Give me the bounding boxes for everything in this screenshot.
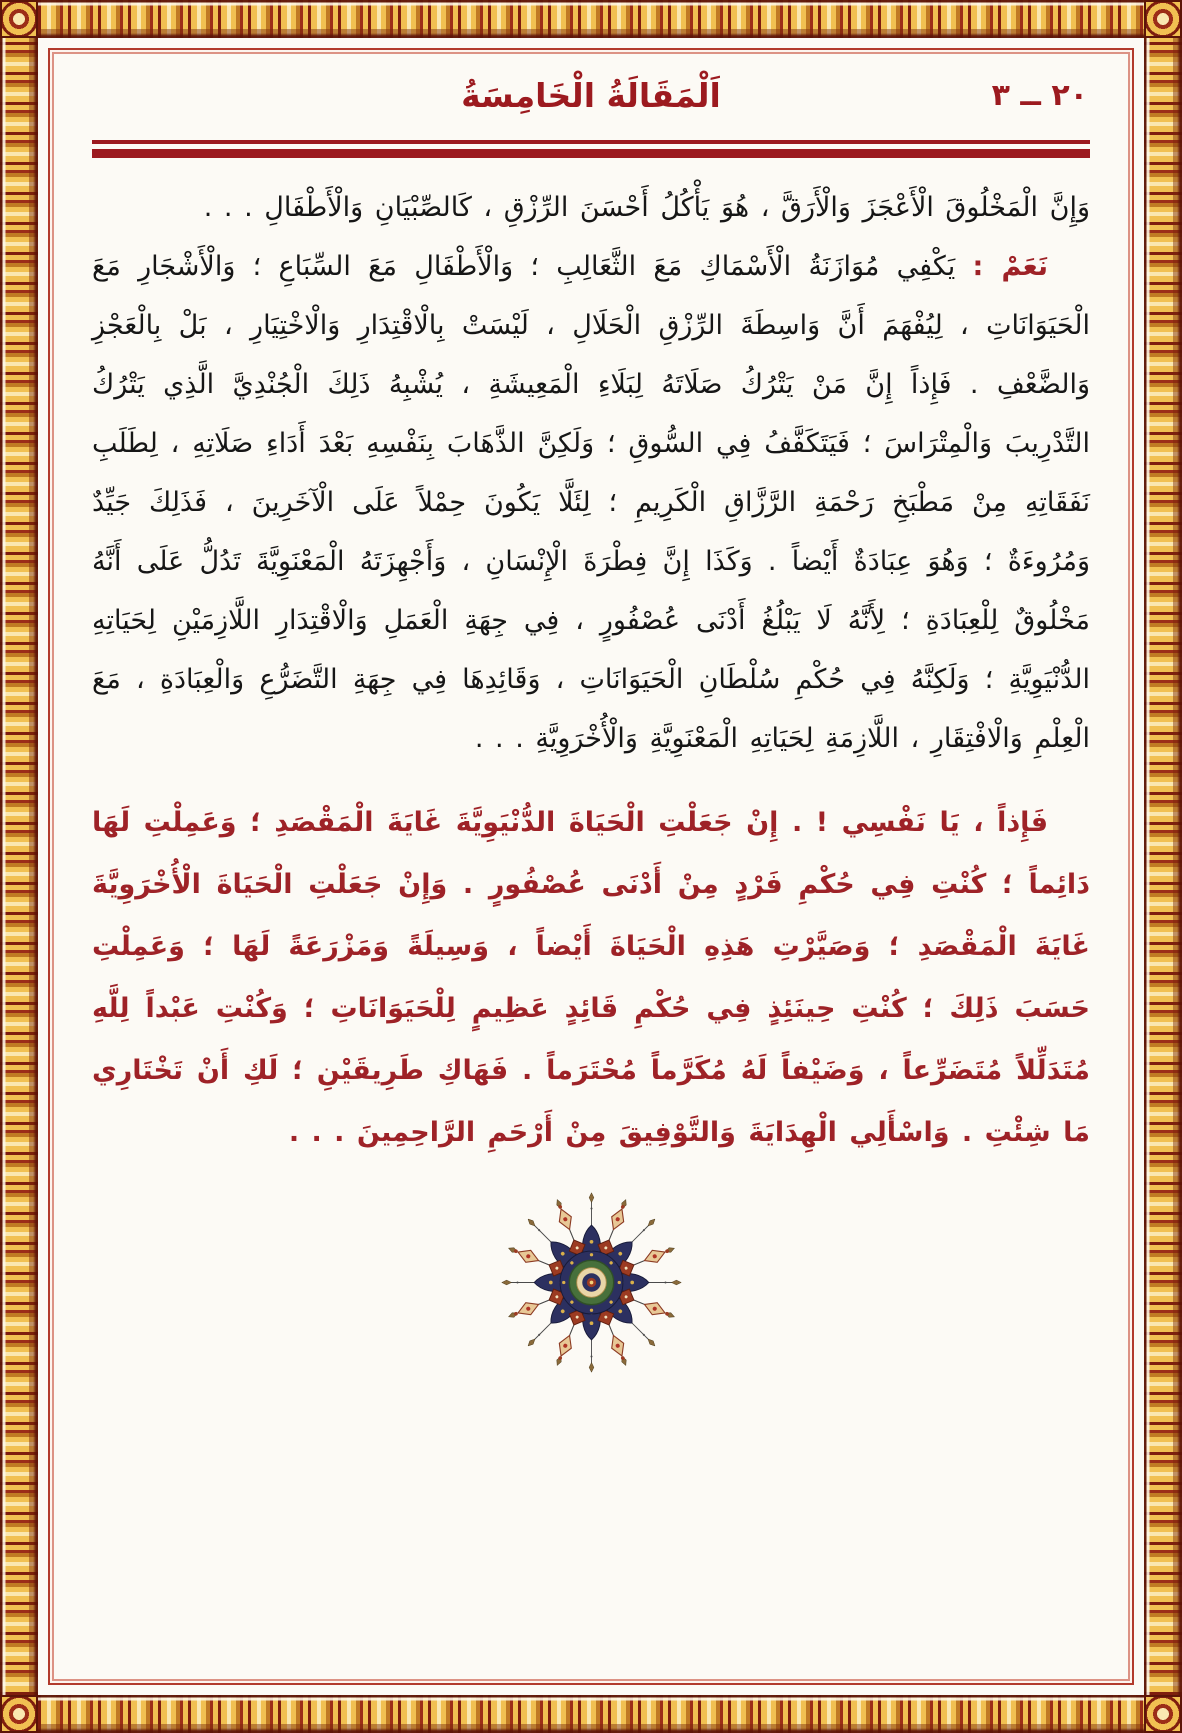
paragraph-main xyxy=(92,237,1090,768)
header-divider-rule xyxy=(92,140,1090,158)
ornament-container xyxy=(92,1190,1090,1379)
border-corner-medallion xyxy=(0,0,38,38)
border-corner-medallion xyxy=(0,1695,38,1733)
border-braid-top xyxy=(38,0,1144,38)
paragraph-intro: وَإِنَّ الْمَخْلُوقَ الْأَعْجَزَ وَالْأَرَقَّ ، هُوَ يَأْكُلُ أَحْسَنَ الرِّزْقِ ، كَالصِّبْيَانِ وَالْأَطْفَالِ . . . xyxy=(203,192,1090,223)
page-header xyxy=(92,70,1090,128)
paragraph-lead-word: نَعَمْ : xyxy=(972,251,1048,282)
page-number: ٢٠ ــ ٣ xyxy=(991,78,1088,113)
body-text xyxy=(92,178,1090,1164)
border-corner-medallion xyxy=(1144,0,1182,38)
rosette-medallion-ornament xyxy=(499,1190,684,1375)
border-braid-bottom xyxy=(38,1695,1144,1733)
page-title: اَلْمَقَالَةُ الْخَامِسَةُ xyxy=(461,76,721,115)
paragraph-address-to-self: فَإِذاً ، يَا نَفْسِي ! . إِنْ جَعَلْتِ الْحَيَاةَ الدُّنْيَوِيَّةَ غَايَةَ الْمَقْصَدِ ؛ وَعَمِلْتِ لَهَا دَائِماً ؛ كُنْتِ فِي حُكْمِ فَرْدٍ مِنْ أَدْنَى عُصْفُورٍ . وَإِنْ جَعَلْتِ الْحَيَاةَ الْأُخْرَوِيَّةَ غَايَةَ الْمَقْصَدِ ؛ وَصَيَّرْتِ هَذِهِ الْحَيَاةَ أَيْضاً ، وَسِيلَةً وَمَزْرَعَةً لَهَا ؛ وَعَمِلْتِ حَسَبَ ذَلِكَ ؛ كُنْتِ حِينَئِذٍ فِي حُكْمِ قَائِدٍ عَظِيمٍ لِلْحَيَوَانَاتِ ؛ وَكُنْتِ عَبْداً لِلَّهِ مُتَدَلِّلاً مُتَضَرِّعاً ، وَضَيْفاً لَهُ مُكَرَّماً مُحْتَرَماً . فَهَاكِ طَرِيقَيْنِ ؛ لَكِ أَنْ تَخْتَارِي مَا شِئْتِ . وَاسْأَلِي الْهِدَايَةَ وَالتَّوْفِيقَ مِنْ أَرْحَمِ الرَّاحِمِينَ . . . xyxy=(92,807,1090,1148)
paragraph-main-text: يَكْفِي مُوَازَنَةُ الْأَسْمَاكِ مَعَ الثَّعَالِبِ ؛ وَالْأَطْفَالِ مَعَ السِّبَاعِ ؛ وَالْأَشْجَارِ مَعَ الْحَيَوَانَاتِ ، لِيُفْهَمَ أَنَّ وَاسِطَةَ الرِّزْقِ الْحَلَالِ ، لَيْسَتْ بِالْاقْتِدَارِ وَالْاخْتِيَارِ ، بَلْ بِالْعَجْزِ وَالضَّعْفِ . فَإِذاً إِنَّ مَنْ يَتْرُكُ صَلَاتَهُ لِبَلَاءِ الْمَعِيشَةِ ، يُشْبِهُ ذَلِكَ الْجُنْدِيَّ الَّذِي يَتْرُكُ التَّدْرِيبَ وَالْمِتْرَاسَ ؛ فَيَتَكَفَّفُ فِي السُّوقِ ؛ وَلَكِنَّ الذَّهَابَ بِنَفْسِهِ بَعْدَ أَدَاءِ صَلَاتِهِ ، لِطَلَبِ نَفَقَاتِهِ مِنْ مَطْبَخِ رَحْمَةِ الرَّزَّاقِ الْكَرِيمِ ؛ لِئَلَّا يَكُونَ حِمْلاً عَلَى الْآخَرِينَ ، فَذَلِكَ جَيِّدٌ وَمُرُوءَةٌ ؛ وَهُوَ عِبَادَةٌ أَيْضاً . وَكَذَا إِنَّ فِطْرَةَ الْإِنْسَانِ ، وَأَجْهِزَتَهُ الْمَعْنَوِيَّةَ تَدُلُّ عَلَى أَنَّهُ مَخْلُوقٌ لِلْعِبَادَةِ ؛ لِأَنَّهُ لَا يَبْلُغُ أَدْنَى عُصْفُورٍ ، فِي جِهَةِ الْعَمَلِ وَالْاقْتِدَارِ اللَّازِمَيْنِ لِحَيَاتِهِ الدُّنْيَوِيَّةِ ؛ وَلَكِنَّهُ فِي حُكْمِ سُلْطَانِ الْحَيَوَانَاتِ ، وَقَائِدِهَا فِي جِهَةِ التَّضَرُّعِ وَالْعِبَادَةِ ، مَعَ الْعِلْمِ وَالْافْتِقَارِ ، اللَّازِمَةِ لِحَيَاتِهِ الْمَعْنَوِيَّةِ وَالْأُخْرَوِيَّةِ . . . xyxy=(92,251,1090,754)
page-content xyxy=(92,66,1090,1673)
border-corner-medallion xyxy=(1144,1695,1182,1733)
border-braid-left xyxy=(0,38,38,1695)
border-braid-right xyxy=(1144,38,1182,1695)
